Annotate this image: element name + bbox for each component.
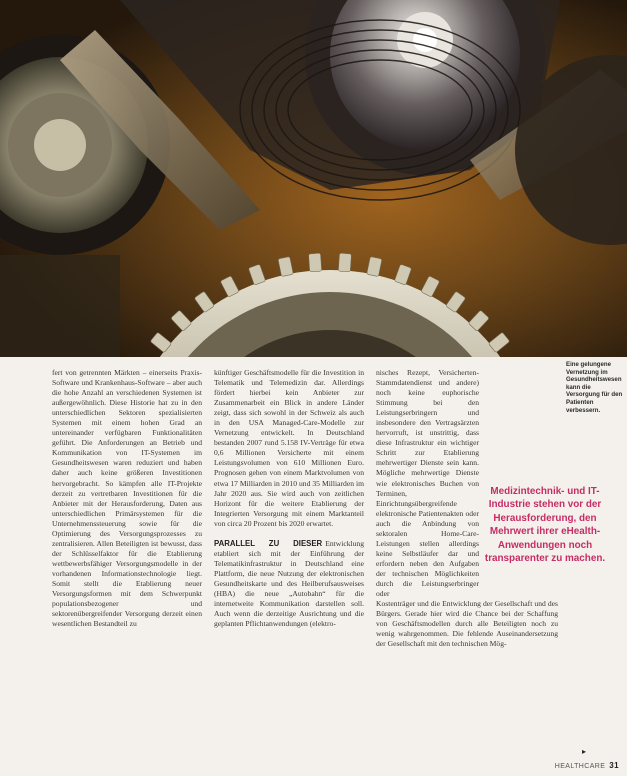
pull-quote: Medizintechnik- und IT-Industrie stehen vor der Herausforderung, den Mehrwert ihrer eHealth-Anwendungen noch transparenter zu machen. [484,486,606,565]
continue-arrow-icon: ▸ [582,747,587,756]
subheading: PARALLEL ZU DIESER [214,538,323,548]
body-text: Entwicklung etabliert sich mit der Einführung der Telematikinfrastruktur in Deutschland eine Plattform, die neue Nutzung der elektronischen Gesundheitskarte und des Heilberufsausweises (HBA) die neue „Autobahn“ für die internetweite Kommunikation darstellen soll. Auch wenn die derzeitige Ausrichtung und die geplanten Pflichtanwendungen (elektro- [214,538,364,629]
body-paragraph-with-subheading [214,539,364,629]
page-number: 31 [609,761,619,770]
body-paragraph: fert von getrennten Märkten – einerseits Praxis-Software und Krankenhaus-Software – aber auch die hohe Anzahl an verschiedenen Systemen ist außergewöhnlich. Diese Historie hat zu in den unterschiedlichen Sektoren spezialisierten Systemen mit einem hohen Grad an untereinander verfügbaren Funktionalitäten geführt. Die Anforderungen an Betrieb und Kommunikation von IT-Systemen im Gesundheitswesen waren reduziert und haben daher auch keine größeren Investitionen hervorgebracht. So kämpfen alle IT-Projekte derzeit zu vertretbaren Investitionen für die Anbieter mit der Herausforderung, Daten aus unterschiedlichen Primärsystemen für die Unternehmenssteuerung sowie für die Optimierung des Versorgungsprozesses zu zentralisieren. Allen Beteiligten ist bewusst, dass der Schlüsselfaktor für die Etablierung wettbewerbsfähiger Versorgungsmodelle in der vorhandenen Informationstechnologie liegt. Somit stellt die Etablierung neuer Versorgungsformen mit dem Schwerpunkt populationsbezogener und sektorenübergreifender Versorgung derzeit einen wesentlichen Bestandteil zu [52,368,202,629]
magazine-name: HEALTHCARE [554,763,606,770]
body-paragraph: nisches Rezept, Versicherten-Stammdatendienst und andere) noch keine euphorische Stimmung bei den Leistungserbringern und insbesondere den Vertragsärzten hervorruft, ist unstrittig, dass diese Infrastruktur ein wichtiger Schritt zur Etablierung mehrwertiger Dienste sein kann. Mögliche mehrwertige Dienste wie elektronisches Buchen von Terminen, Einrichtungsübergreifende elektronische Patientenakten oder auch die Anbindung von sektoralen Home-Care-Leistungen stellen allerdings keine Selbstläufer dar und erfordern neben den Aufgaben der technischen Möglichkeiten durch die Leistungserbringer oder [376,368,479,599]
body-paragraph: Kostenträger und die Entwicklung der Gesellschaft und des Bürgers. Gerade hier wird die Chance bei der Schaffung von Geschäftsmodellen durch alle Beteiligten noch zu wenig wahrgenommen. Die fehlende Auseinandersetzung der Gesellschaft mit den technischen Mög- [376,599,558,649]
photo-caption: Eine gelungene Vernetzung im Gesundheitswesen kann die Versorgung für den Patienten verbessern. [566,361,623,414]
text-column-2 [214,368,364,629]
page-footer [555,761,619,770]
body-paragraph: künftiger Geschäftsmodelle für die Investition in Telematik und Telemedizin dar. Allerdings fördert hierbei kein Anbieter zur Zusammenarbeit ein Blick in andere Länder zeigt, dass sich sowohl in der Schweiz als auch in den USA Managed-Care-Modelle zur Vernetzung entwickelt. In Deutschland bestanden 2007 rund 5.158 IV-Verträge für etwa 0,6 Millionen Versicherte mit einem Leistungsvolumen von 610 Millionen Euro. Prognosen gehen von einem Marktvolumen von etwa 17 Milliarden in 2010 und 35 Milliarden im Jahr 2020 aus. Sie wird auch von zeitlichen Horizont für die weitere Etablierung der Integrierten Versorgung mit einem Marktanteil von circa 20 Prozent bis 2020 erwartet. [214,368,364,528]
clockwork-photo [0,0,627,357]
text-column-1 [52,368,202,629]
